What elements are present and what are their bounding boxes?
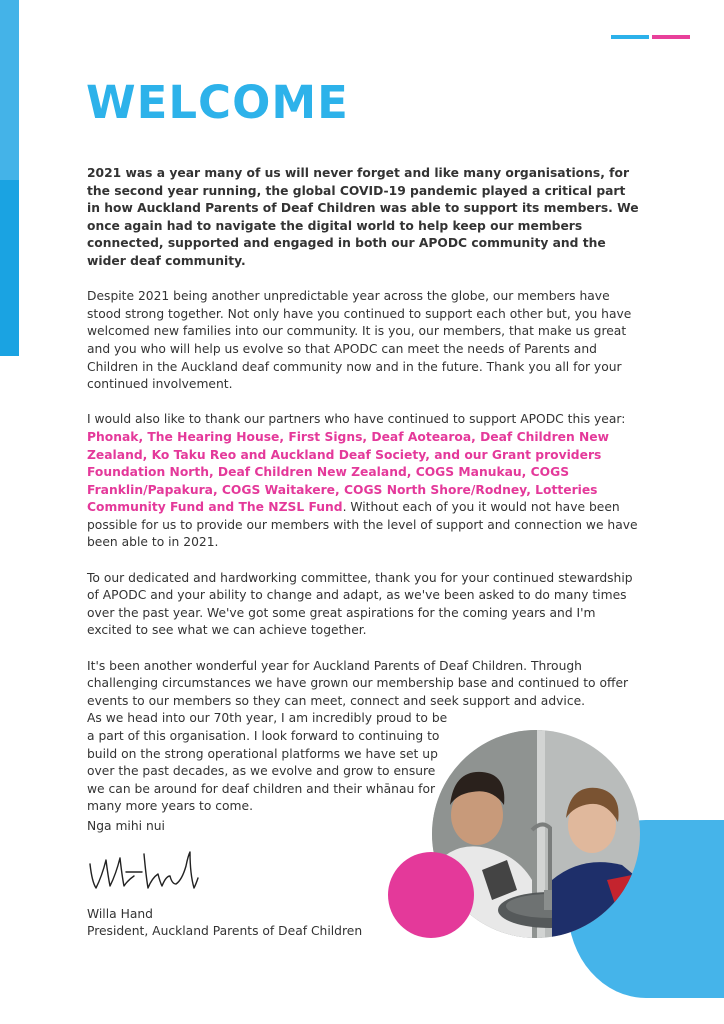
signer-block (87, 906, 362, 940)
partners-tail: . Without each of you it would not have been possible for us to provide our members with the level of support and connection we have been able to in 2021. (87, 500, 638, 550)
paragraph-future: As we head into our 70th year, I am incredibly proud to be a part of this organisation. I look forward to continuing to build on the strong operational platforms we have set up over the past decades, as we evolve and grow to ensure we can be around for deaf children and their whānau for many more years to come. (87, 711, 448, 814)
partners-list: Phonak, The Hearing House, First Signs, Deaf Aotearoa, Deaf Children New Zealand, Ko Taku Reo and Auckland Deaf Society, and our Grant providers Foundation North, Deaf Children New Zealand, COGS Manukau, COGS Franklin/Papakura, COGS Waitakere, COGS North Shore/Rodney, Lotteries Community Fund and The NZSL Fund (87, 429, 610, 515)
intro-paragraph: 2021 was a year many of us will never forget and like many organisations, for the second year running, the global COVID-19 pandemic played a critical part in how Auckland Parents of Deaf Children was able to support its members. We once again had to navigate the digital world to help keep our members connected, supported and engaged in both our APODC community and the wider deaf community. (87, 166, 639, 268)
paragraph-members: Despite 2021 being another unpredictable year across the globe, our members have stood strong together. Not only have you continued to support each other but, you have welcomed new families into our community. It is you, our members, that make us great and you who will help us evolve so that APODC can meet the needs of Parents and Children in the Auckland deaf community now and in the future. Thank you all for your continued involvement. (87, 289, 632, 392)
pink-circle-decoration (388, 852, 474, 938)
paragraph-year: It's been another wonderful year for Auckland Parents of Deaf Children. Through challenging circumstances we have grown our membership base and continued to offer events to our members so they can meet, connect and seek support and advice. (87, 658, 629, 708)
blue-dash-decoration (611, 35, 649, 39)
side-accent-bar-bottom (0, 180, 19, 356)
partners-lead: I would also like to thank our partners who have continued to support APODC this year: (87, 412, 626, 427)
page-title: WELCOME (86, 76, 349, 129)
side-accent-bar-top (0, 0, 19, 180)
signer-name: Willa Hand (87, 907, 153, 921)
signature-image (86, 846, 206, 894)
paragraph-committee: To our dedicated and hardworking committee, thank you for your continued stewardship of APODC and your ability to change and adapt, as we've been asked to do many times over the past year. We've got some great aspirations for the coming years and I'm excited to see what we can achieve together. (87, 570, 633, 638)
pink-dash-decoration (652, 35, 690, 39)
signer-title: President, Auckland Parents of Deaf Children (87, 924, 363, 938)
closing-salutation: Nga mihi nui (87, 819, 165, 833)
paragraph-partners (87, 411, 639, 552)
